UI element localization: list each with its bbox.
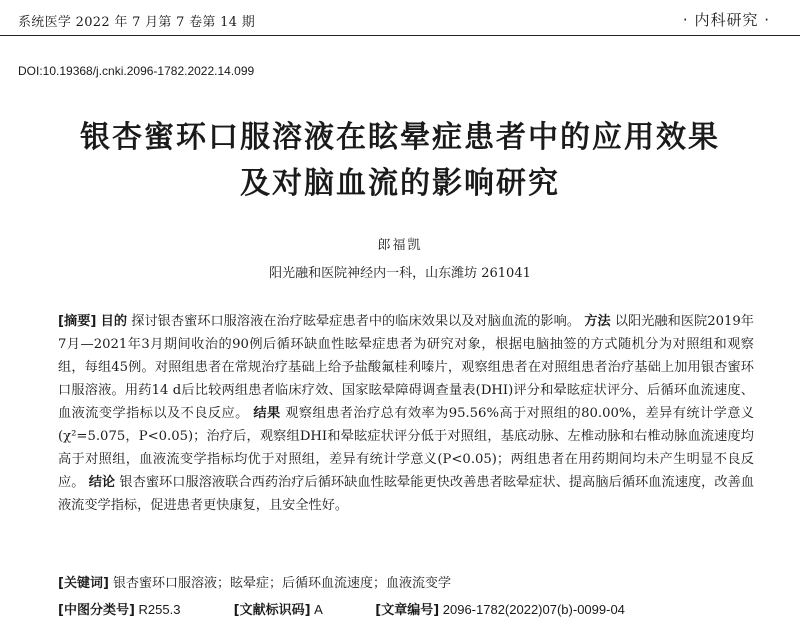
methods-label: 方法 xyxy=(584,314,611,329)
article-title-line1: 银杏蜜环口服溶液在眩晕症患者中的应用效果 xyxy=(80,120,720,155)
results-text: 观察组患者治疗总有效率为95.56%高于对照组的80.00%，差异有统计学意义(χ²=5.075，P<0.05)；治疗后，观察组DHI和晕眩症状评分低于对照组，基底动脉、左椎动脉和右椎动脉血流速度均高于对照组，血液流变学指标均优于对照组，差异有统计学意义(P<0.05)；两组患者在用药期间均未产生明显不良反应。 xyxy=(58,406,755,490)
methods-text: 以阳光融和医院2019年7月—2021年3月期间收治的90例后循环缺血性眩晕症患者为研究对象，根据电脑抽签的方式随机分为对照组和观察组，每组45例。对照组患者在常规治疗基础上给予盐酸氟桂利嗪片，观察组患者在对照组患者治疗基础上加用银杏蜜环口服溶液。用药14 d后比较两组患者临床疗效、国家眩晕障碍调查量表(DHI)评分和晕眩症状评分、后循环血流速度、血液流变学指标以及不良反应。 xyxy=(58,314,754,421)
abstract xyxy=(58,310,754,517)
doc-code-value: A xyxy=(314,602,323,617)
keywords xyxy=(58,572,451,591)
article-title-line2: 及对脑血流的影响研究 xyxy=(240,166,560,201)
section-label: · 内科研究 · xyxy=(682,11,770,29)
doc-code-label: [文献标识码] xyxy=(233,603,311,618)
journal-issue: 系统医学 2022 年 7 月第 7 卷第 14 期 xyxy=(18,15,256,30)
abstract-label: [摘要] xyxy=(58,314,97,329)
doi: DOI:10.19368/j.cnki.2096-1782.2022.14.099 xyxy=(18,64,255,78)
author: 郎福凯 xyxy=(377,238,423,253)
keywords-text: 银杏蜜环口服溶液；眩晕症；后循环血流速度；血液流变学 xyxy=(113,576,452,591)
objective-text: 探讨银杏蜜环口服溶液在治疗眩晕症患者中的临床效果以及对脑血流的影响。 xyxy=(131,314,581,329)
results-label: 结果 xyxy=(253,406,281,421)
article-number-value: 2096-1782(2022)07(b)-0099-04 xyxy=(442,602,625,617)
affiliation: 阳光融和医院神经内一科，山东潍坊 261041 xyxy=(269,266,531,281)
clc-value: R255.3 xyxy=(138,602,181,617)
clc-label: [中图分类号] xyxy=(58,603,135,618)
header-rule xyxy=(0,35,800,36)
keywords-label: [关键词] xyxy=(58,576,109,591)
conclusion-label: 结论 xyxy=(88,475,116,490)
objective-label: 目的 xyxy=(100,314,128,329)
conclusion-text: 银杏蜜环口服溶液联合西药治疗后循环缺血性眩晕能更快改善患者眩晕症状、提高脑后循环血流速度，改善血液流变学指标，促进患者更快康复，且安全性好。 xyxy=(58,475,755,513)
classification-line xyxy=(58,599,625,618)
article-number-label: [文章编号] xyxy=(375,603,440,618)
